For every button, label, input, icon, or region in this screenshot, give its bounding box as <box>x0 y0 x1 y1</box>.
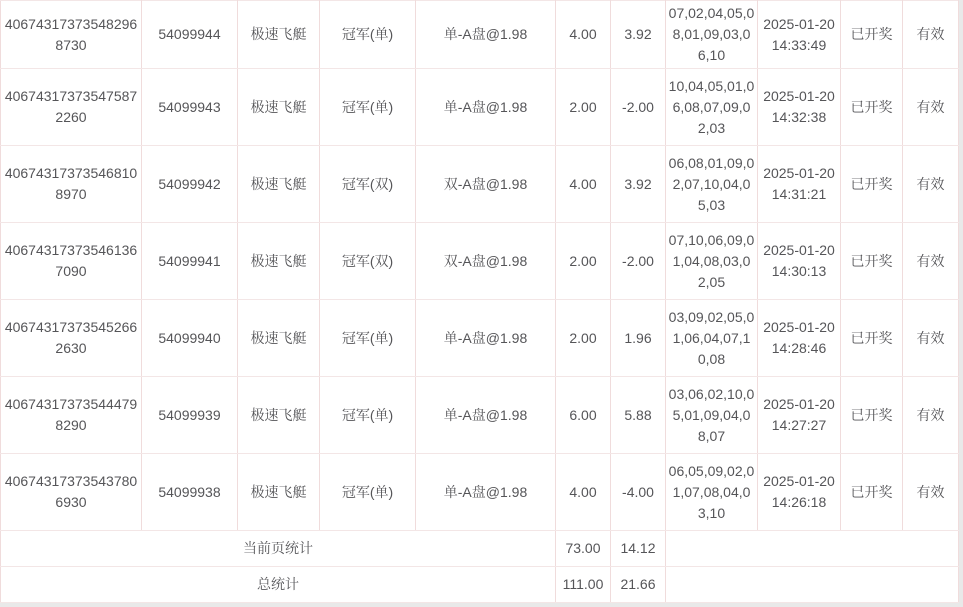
time-cell: 2025-01-20 14:31:21 <box>758 146 841 223</box>
profit-cell: 1.96 <box>611 300 666 377</box>
order-no-cell: 54099938 <box>142 454 238 531</box>
draw-result-cell: 10,04,05,01,06,08,07,09,02,03 <box>666 69 758 146</box>
bet-id-cell: 406743173735468108970 <box>1 146 142 223</box>
validity-cell: 有效 <box>903 146 959 223</box>
amount-cell: 2.00 <box>556 300 611 377</box>
status-cell: 已开奖 <box>841 377 903 454</box>
amount-cell: 4.00 <box>556 454 611 531</box>
game-cell: 极速飞艇 <box>238 223 320 300</box>
order-no-cell: 54099942 <box>142 146 238 223</box>
profit-cell: 5.88 <box>611 377 666 454</box>
bet-id-cell: 406743173735444798290 <box>1 377 142 454</box>
bet-id-cell: 406743173735461367090 <box>1 223 142 300</box>
draw-result-cell: 06,05,09,02,01,07,08,04,03,10 <box>666 454 758 531</box>
status-cell: 已开奖 <box>841 146 903 223</box>
profit-cell: -2.00 <box>611 69 666 146</box>
bet-content-cell: 单-A盘@1.98 <box>416 454 556 531</box>
game-cell: 极速飞艇 <box>238 69 320 146</box>
game-cell: 极速飞艇 <box>238 146 320 223</box>
status-cell: 已开奖 <box>841 454 903 531</box>
amount-cell: 6.00 <box>556 377 611 454</box>
order-no-cell: 54099941 <box>142 223 238 300</box>
validity-cell: 有效 <box>903 69 959 146</box>
order-no-cell: 54099939 <box>142 377 238 454</box>
bet-content-cell: 单-A盘@1.98 <box>416 377 556 454</box>
amount-cell: 4.00 <box>556 1 611 69</box>
play-cell: 冠军(单) <box>320 300 416 377</box>
table-row <box>1 146 959 223</box>
play-cell: 冠军(单) <box>320 454 416 531</box>
table-row <box>1 377 959 454</box>
time-cell: 2025-01-20 14:28:46 <box>758 300 841 377</box>
bet-id-cell: 406743173735482968730 <box>1 1 142 69</box>
total-stats-row <box>1 567 959 603</box>
bet-content-cell: 双-A盘@1.98 <box>416 223 556 300</box>
game-cell: 极速飞艇 <box>238 300 320 377</box>
draw-result-cell: 03,06,02,10,05,01,09,04,08,07 <box>666 377 758 454</box>
game-cell: 极速飞艇 <box>238 1 320 69</box>
page-stats-row <box>1 531 959 567</box>
page-stats-empty-cell <box>666 531 959 567</box>
bet-content-cell: 单-A盘@1.98 <box>416 300 556 377</box>
draw-result-cell: 06,08,01,09,02,07,10,04,05,03 <box>666 146 758 223</box>
validity-cell: 有效 <box>903 377 959 454</box>
play-cell: 冠军(双) <box>320 223 416 300</box>
play-cell: 冠军(双) <box>320 146 416 223</box>
validity-cell: 有效 <box>903 1 959 69</box>
play-cell: 冠军(单) <box>320 69 416 146</box>
bet-id-cell: 406743173735452662630 <box>1 300 142 377</box>
time-cell: 2025-01-20 14:30:13 <box>758 223 841 300</box>
profit-cell: -4.00 <box>611 454 666 531</box>
validity-cell: 有效 <box>903 454 959 531</box>
time-cell: 2025-01-20 14:27:27 <box>758 377 841 454</box>
time-cell: 2025-01-20 14:33:49 <box>758 1 841 69</box>
amount-cell: 4.00 <box>556 146 611 223</box>
page-stats-profit: 14.12 <box>611 531 666 567</box>
draw-result-cell: 07,02,04,05,08,01,09,03,06,10 <box>666 1 758 69</box>
table-row <box>1 300 959 377</box>
status-cell: 已开奖 <box>841 1 903 69</box>
draw-result-cell: 03,09,02,05,01,06,04,07,10,08 <box>666 300 758 377</box>
play-cell: 冠军(单) <box>320 1 416 69</box>
order-no-cell: 54099943 <box>142 69 238 146</box>
time-cell: 2025-01-20 14:32:38 <box>758 69 841 146</box>
time-cell: 2025-01-20 14:26:18 <box>758 454 841 531</box>
profit-cell: -2.00 <box>611 223 666 300</box>
game-cell: 极速飞艇 <box>238 454 320 531</box>
bet-id-cell: 406743173735437806930 <box>1 454 142 531</box>
order-no-cell: 54099944 <box>142 1 238 69</box>
total-stats-amount: 111.00 <box>556 567 611 603</box>
bet-content-cell: 单-A盘@1.98 <box>416 1 556 69</box>
status-cell: 已开奖 <box>841 300 903 377</box>
order-no-cell: 54099940 <box>142 300 238 377</box>
table-row <box>1 454 959 531</box>
table-row <box>1 69 959 146</box>
profit-cell: 3.92 <box>611 146 666 223</box>
amount-cell: 2.00 <box>556 223 611 300</box>
amount-cell: 2.00 <box>556 69 611 146</box>
page-stats-label: 当前页统计 <box>1 531 556 567</box>
table-row <box>1 1 959 69</box>
validity-cell: 有效 <box>903 223 959 300</box>
table-row <box>1 223 959 300</box>
bet-content-cell: 单-A盘@1.98 <box>416 69 556 146</box>
play-cell: 冠军(单) <box>320 377 416 454</box>
bet-content-cell: 双-A盘@1.98 <box>416 146 556 223</box>
status-cell: 已开奖 <box>841 223 903 300</box>
total-stats-empty-cell <box>666 567 959 603</box>
profit-cell: 3.92 <box>611 1 666 69</box>
total-stats-profit: 21.66 <box>611 567 666 603</box>
total-stats-label: 总统计 <box>1 567 556 603</box>
status-cell: 已开奖 <box>841 69 903 146</box>
validity-cell: 有效 <box>903 300 959 377</box>
draw-result-cell: 07,10,06,09,01,04,08,03,02,05 <box>666 223 758 300</box>
page-stats-amount: 73.00 <box>556 531 611 567</box>
game-cell: 极速飞艇 <box>238 377 320 454</box>
bet-id-cell: 406743173735475872260 <box>1 69 142 146</box>
